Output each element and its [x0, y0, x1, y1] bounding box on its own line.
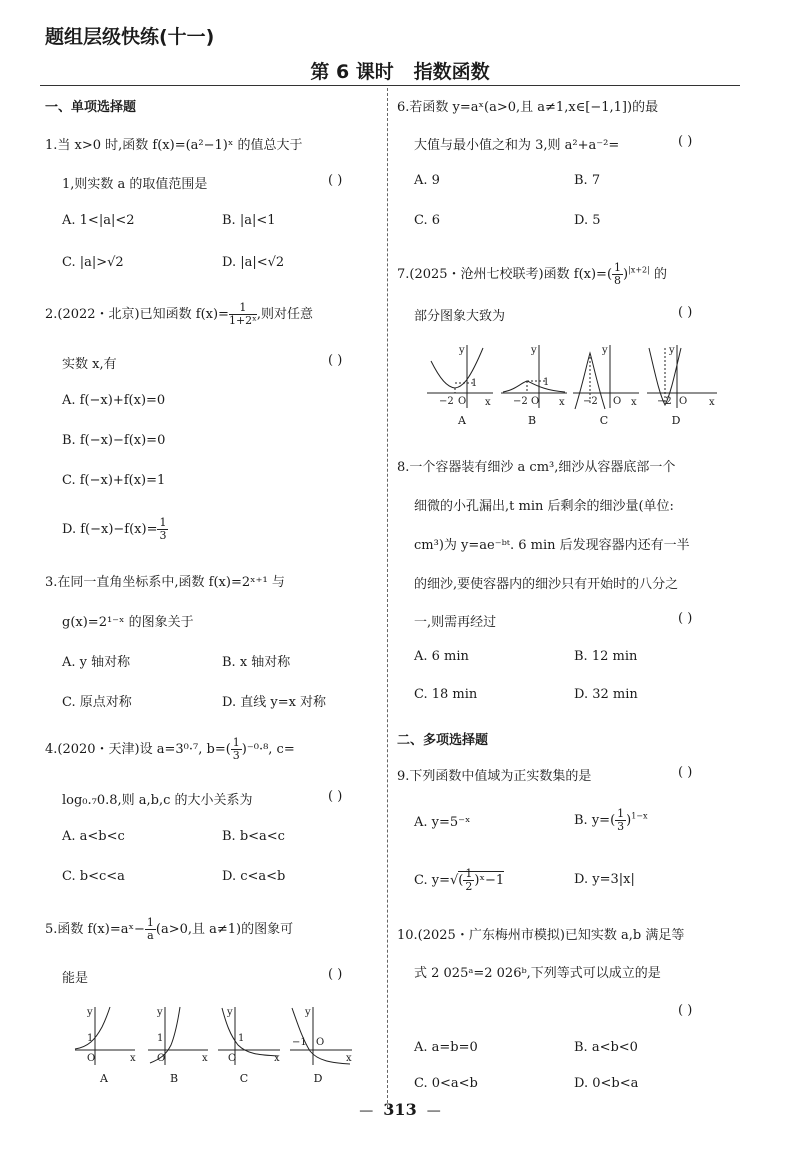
q7-label-b: B — [527, 414, 537, 427]
q8-option-c: C. 18 min — [414, 687, 478, 702]
q9-option-c: C. y=√( $\frac{1}{2}$ )ˣ−1 — [414, 867, 505, 893]
q8-line2: 细微的小孔漏出,t min 后剩余的细沙量(单位: — [414, 499, 674, 514]
q8-line1: 8.一个容器装有细沙 a cm³,细沙从容器底部一个 — [397, 460, 676, 475]
q4-fraction — [231, 737, 242, 762]
q7-label-c: C — [599, 414, 609, 427]
q8-line5: 一,则需再经过 — [414, 615, 497, 630]
q4-answer-blank: ( ) — [328, 789, 343, 804]
q2-option-b: B. f(−x)−f(x)=0 — [62, 433, 166, 448]
q4-line1-suffix: ⁻⁰·⁸, c= — [246, 742, 295, 757]
q7-label-d: D — [671, 414, 681, 427]
q3-option-c: C. 原点对称 — [62, 695, 132, 710]
q2-fraction — [229, 302, 257, 327]
q4-frac-den: 3 — [232, 749, 240, 762]
q5-frac-den: a — [147, 929, 154, 942]
q2-frac-den: 1+2ˣ — [228, 314, 257, 327]
q5-a-one: 1 — [87, 1033, 94, 1044]
q7-a-x-label: x — [485, 397, 491, 408]
q9-c-fraction — [463, 868, 474, 893]
q7-b-one: 1 — [543, 377, 550, 388]
q2-option-d — [62, 517, 168, 542]
q9-line1: 9.下列函数中值域为正实数集的是 — [397, 769, 592, 784]
q7-a-y-label: y — [459, 345, 465, 356]
q2-d-num: 1 — [159, 516, 167, 529]
q10-option-a: A. a=b=0 — [414, 1040, 478, 1055]
q9-b-prefix: B. y= — [574, 813, 611, 828]
q2-line2: 实数 x,有 — [62, 357, 117, 372]
q7-a-neg2: −2 — [439, 396, 454, 407]
q6-line2: 大值与最小值之和为 3,则 a²+a⁻²= — [414, 138, 620, 153]
q6-option-d: D. 5 — [574, 213, 601, 228]
q5-b-one: 1 — [157, 1033, 164, 1044]
q8-answer-blank: ( ) — [678, 611, 693, 626]
q5-graphs — [70, 1005, 360, 1075]
q5-b-y-label: y — [157, 1007, 163, 1018]
q4-frac-num: 1 — [232, 736, 240, 749]
q7-fraction — [612, 262, 623, 287]
q7-b-y-label: y — [531, 345, 537, 356]
q5-c-x-label: x — [274, 1053, 280, 1064]
lesson-title: 第 6 课时 指数函数 — [310, 61, 490, 83]
q5-d-neg1: −1 — [292, 1037, 307, 1048]
q7-frac-den: 8 — [614, 274, 622, 287]
q7-c-y-label: y — [602, 345, 608, 356]
q10-answer-blank: ( ) — [678, 1003, 693, 1018]
q5-label-a: A — [100, 1072, 108, 1085]
q5-line1-suffix: (a>0,且 a≠1)的图象可 — [155, 922, 294, 937]
q8-line3: cm³)为 y=ae⁻ᵇᵗ. 6 min 后发现容器内还有一半 — [414, 538, 690, 553]
q9-c-den: 2 — [465, 880, 473, 893]
q2-line1-prefix: 2.(2022・北京)已知函数 f(x)= — [45, 307, 229, 322]
footer-dash-left: — — [359, 1103, 374, 1119]
q5-answer-blank: ( ) — [328, 967, 343, 982]
q9-option-d: D. y=3|x| — [574, 872, 635, 887]
q10-line2: 式 2 025ᵃ=2 026ᵇ,下列等式可以成立的是 — [414, 966, 661, 981]
q4-line1-prefix: 4.(2020・天津)设 a=3⁰·⁷, b= — [45, 742, 226, 757]
q1-answer-blank: ( ) — [328, 173, 343, 188]
q7-frac-num: 1 — [614, 261, 622, 274]
q5-a-origin: O — [87, 1053, 96, 1064]
q10-option-d: D. 0<b<a — [574, 1076, 639, 1091]
q3-line2: g(x)=2¹⁻ˣ 的图象关于 — [62, 615, 194, 630]
q9-b-den: 3 — [617, 820, 625, 833]
page-footer — [0, 1100, 800, 1119]
q5-fraction — [145, 917, 156, 942]
q8-option-d: D. 32 min — [574, 687, 638, 702]
section-multi-choice: 二、多项选择题 — [397, 733, 489, 748]
q1-line2: 1,则实数 a 的取值范围是 — [62, 177, 208, 192]
footer-dash-right: — — [426, 1103, 441, 1119]
q7-d-y-label: y — [669, 345, 675, 356]
q7-d-origin: O — [679, 396, 688, 407]
q4-option-b: B. b<a<c — [222, 829, 285, 844]
q5-label-b: B — [169, 1072, 179, 1085]
q7-exponent: |x+2| — [628, 265, 650, 275]
q4-line2: log₀.₇0.8,则 a,b,c 的大小关系为 — [62, 793, 253, 808]
q5-label-d: D — [313, 1072, 323, 1085]
q7-label-a: A — [458, 414, 466, 427]
q7-a-one: 1 — [471, 378, 478, 389]
q4-option-a: A. a<b<c — [62, 829, 125, 844]
column-divider — [387, 88, 388, 1108]
q2-option-d-fraction — [157, 517, 168, 542]
q8-option-b: B. 12 min — [574, 649, 638, 664]
q2-line1 — [45, 302, 313, 327]
q6-option-b: B. 7 — [574, 173, 601, 188]
page-number: 313 — [383, 1100, 417, 1119]
q5-a-x-label: x — [130, 1053, 136, 1064]
q1-option-b: B. |a|<1 — [222, 213, 276, 228]
q7-c-x-label: x — [631, 397, 637, 408]
q5-d-y-label: y — [305, 1007, 311, 1018]
q8-option-a: A. 6 min — [414, 649, 469, 664]
q5-a-y-label: y — [87, 1007, 93, 1018]
q9-answer-blank: ( ) — [678, 765, 693, 780]
q5-graph-d-curve — [292, 1008, 350, 1064]
q5-d-origin: O — [316, 1037, 325, 1048]
q5-line1-prefix: 5.函数 f(x)=aˣ− — [45, 922, 145, 937]
q2-option-c: C. f(−x)+f(x)=1 — [62, 473, 166, 488]
q2-answer-blank: ( ) — [328, 353, 343, 368]
q7-b-x-label: x — [559, 397, 565, 408]
q6-answer-blank: ( ) — [678, 134, 693, 149]
q1-option-a: A. 1<|a|<2 — [62, 213, 135, 228]
q9-c-prefix: C. y=√ — [414, 873, 459, 888]
q2-d-den: 3 — [159, 529, 167, 542]
q7-c-origin: O — [613, 396, 622, 407]
q5-b-origin: O — [157, 1053, 166, 1064]
q8-line4: 的细沙,要使容器内的细沙只有开始时的八分之 — [414, 577, 679, 592]
q5-line2: 能是 — [62, 971, 89, 986]
q10-option-c: C. 0<a<b — [414, 1076, 478, 1091]
q7-answer-blank: ( ) — [678, 305, 693, 320]
q7-line2: 部分图象大致为 — [414, 309, 506, 324]
q2-line1-suffix: ,则对任意 — [256, 307, 313, 322]
series-title: 题组层级快练(十一) — [45, 26, 215, 48]
q7-b-origin: O — [531, 396, 540, 407]
q1-option-d: D. |a|<√2 — [222, 255, 285, 270]
q3-option-a: A. y 轴对称 — [62, 655, 131, 670]
q7-graphs — [425, 343, 725, 413]
q5-c-origin: O — [228, 1053, 237, 1064]
q6-option-c: C. 6 — [414, 213, 441, 228]
q6-option-a: A. 9 — [414, 173, 440, 188]
q3-line1: 3.在同一直角坐标系中,函数 f(x)=2ˣ⁺¹ 与 — [45, 575, 285, 590]
q2-frac-num: 1 — [229, 302, 257, 315]
q7-b-neg2: −2 — [513, 396, 528, 407]
q9-b-exponent: 1−x — [631, 811, 648, 821]
q9-option-a: A. y=5⁻ˣ — [414, 815, 471, 830]
q4-option-c: C. b<c<a — [62, 869, 125, 884]
q7-line1-suffix: 的 — [653, 267, 667, 282]
q2-option-d-prefix: D. f(−x)−f(x)= — [62, 522, 158, 537]
q10-option-b: B. a<b<0 — [574, 1040, 638, 1055]
q9-option-b: B. y=( $\frac{1}{3}$ )$^{1-x}$ — [574, 807, 648, 833]
q3-option-d: D. 直线 y=x 对称 — [222, 695, 327, 710]
q7-line1: 7.(2025・沧州七校联考)函数 f(x)=( $\frac{1}{8}$ )$^{|x+2|}$ 的 — [397, 261, 667, 287]
q9-c-suffix: ˣ−1 — [479, 873, 505, 888]
q2-option-a: A. f(−x)+f(x)=0 — [62, 393, 166, 408]
q1-option-c: C. |a|>√2 — [62, 255, 124, 270]
q5-d-x-label: x — [346, 1053, 352, 1064]
q7-d-neg2: −2 — [657, 396, 672, 407]
q4-option-d: D. c<a<b — [222, 869, 286, 884]
q7-graph-b-curve — [503, 381, 565, 392]
q6-line1: 6.若函数 y=aˣ(a>0,且 a≠1,x∈[−1,1])的最 — [397, 100, 659, 115]
q7-d-x-label: x — [709, 397, 715, 408]
q5-b-x-label: x — [202, 1053, 208, 1064]
q4-line1: 4.(2020・天津)设 a=3⁰·⁷, b=( $\frac{1}{3}$ )⁻⁰·⁸, c= — [45, 736, 295, 762]
q9-b-num: 1 — [617, 807, 625, 820]
q9-b-fraction — [615, 808, 626, 833]
q7-line1-prefix: 7.(2025・沧州七校联考)函数 f(x)= — [397, 267, 607, 282]
q5-c-y-label: y — [227, 1007, 233, 1018]
q3-option-b: B. x 轴对称 — [222, 655, 291, 670]
section-single-choice: 一、单项选择题 — [45, 100, 137, 115]
q10-line1: 10.(2025・广东梅州市模拟)已知实数 a,b 满足等 — [397, 928, 685, 943]
q9-c-num: 1 — [465, 867, 473, 880]
q5-c-one: 1 — [238, 1033, 245, 1044]
q5-label-c: C — [239, 1072, 249, 1085]
q1-line1: 1.当 x>0 时,函数 f(x)=(a²−1)ˣ 的值总大于 — [45, 138, 303, 153]
q5-line1 — [45, 917, 293, 942]
q7-c-neg2: −2 — [583, 396, 598, 407]
q5-frac-num: 1 — [146, 916, 154, 929]
header-rule — [40, 85, 740, 86]
q7-a-origin: O — [458, 396, 467, 407]
